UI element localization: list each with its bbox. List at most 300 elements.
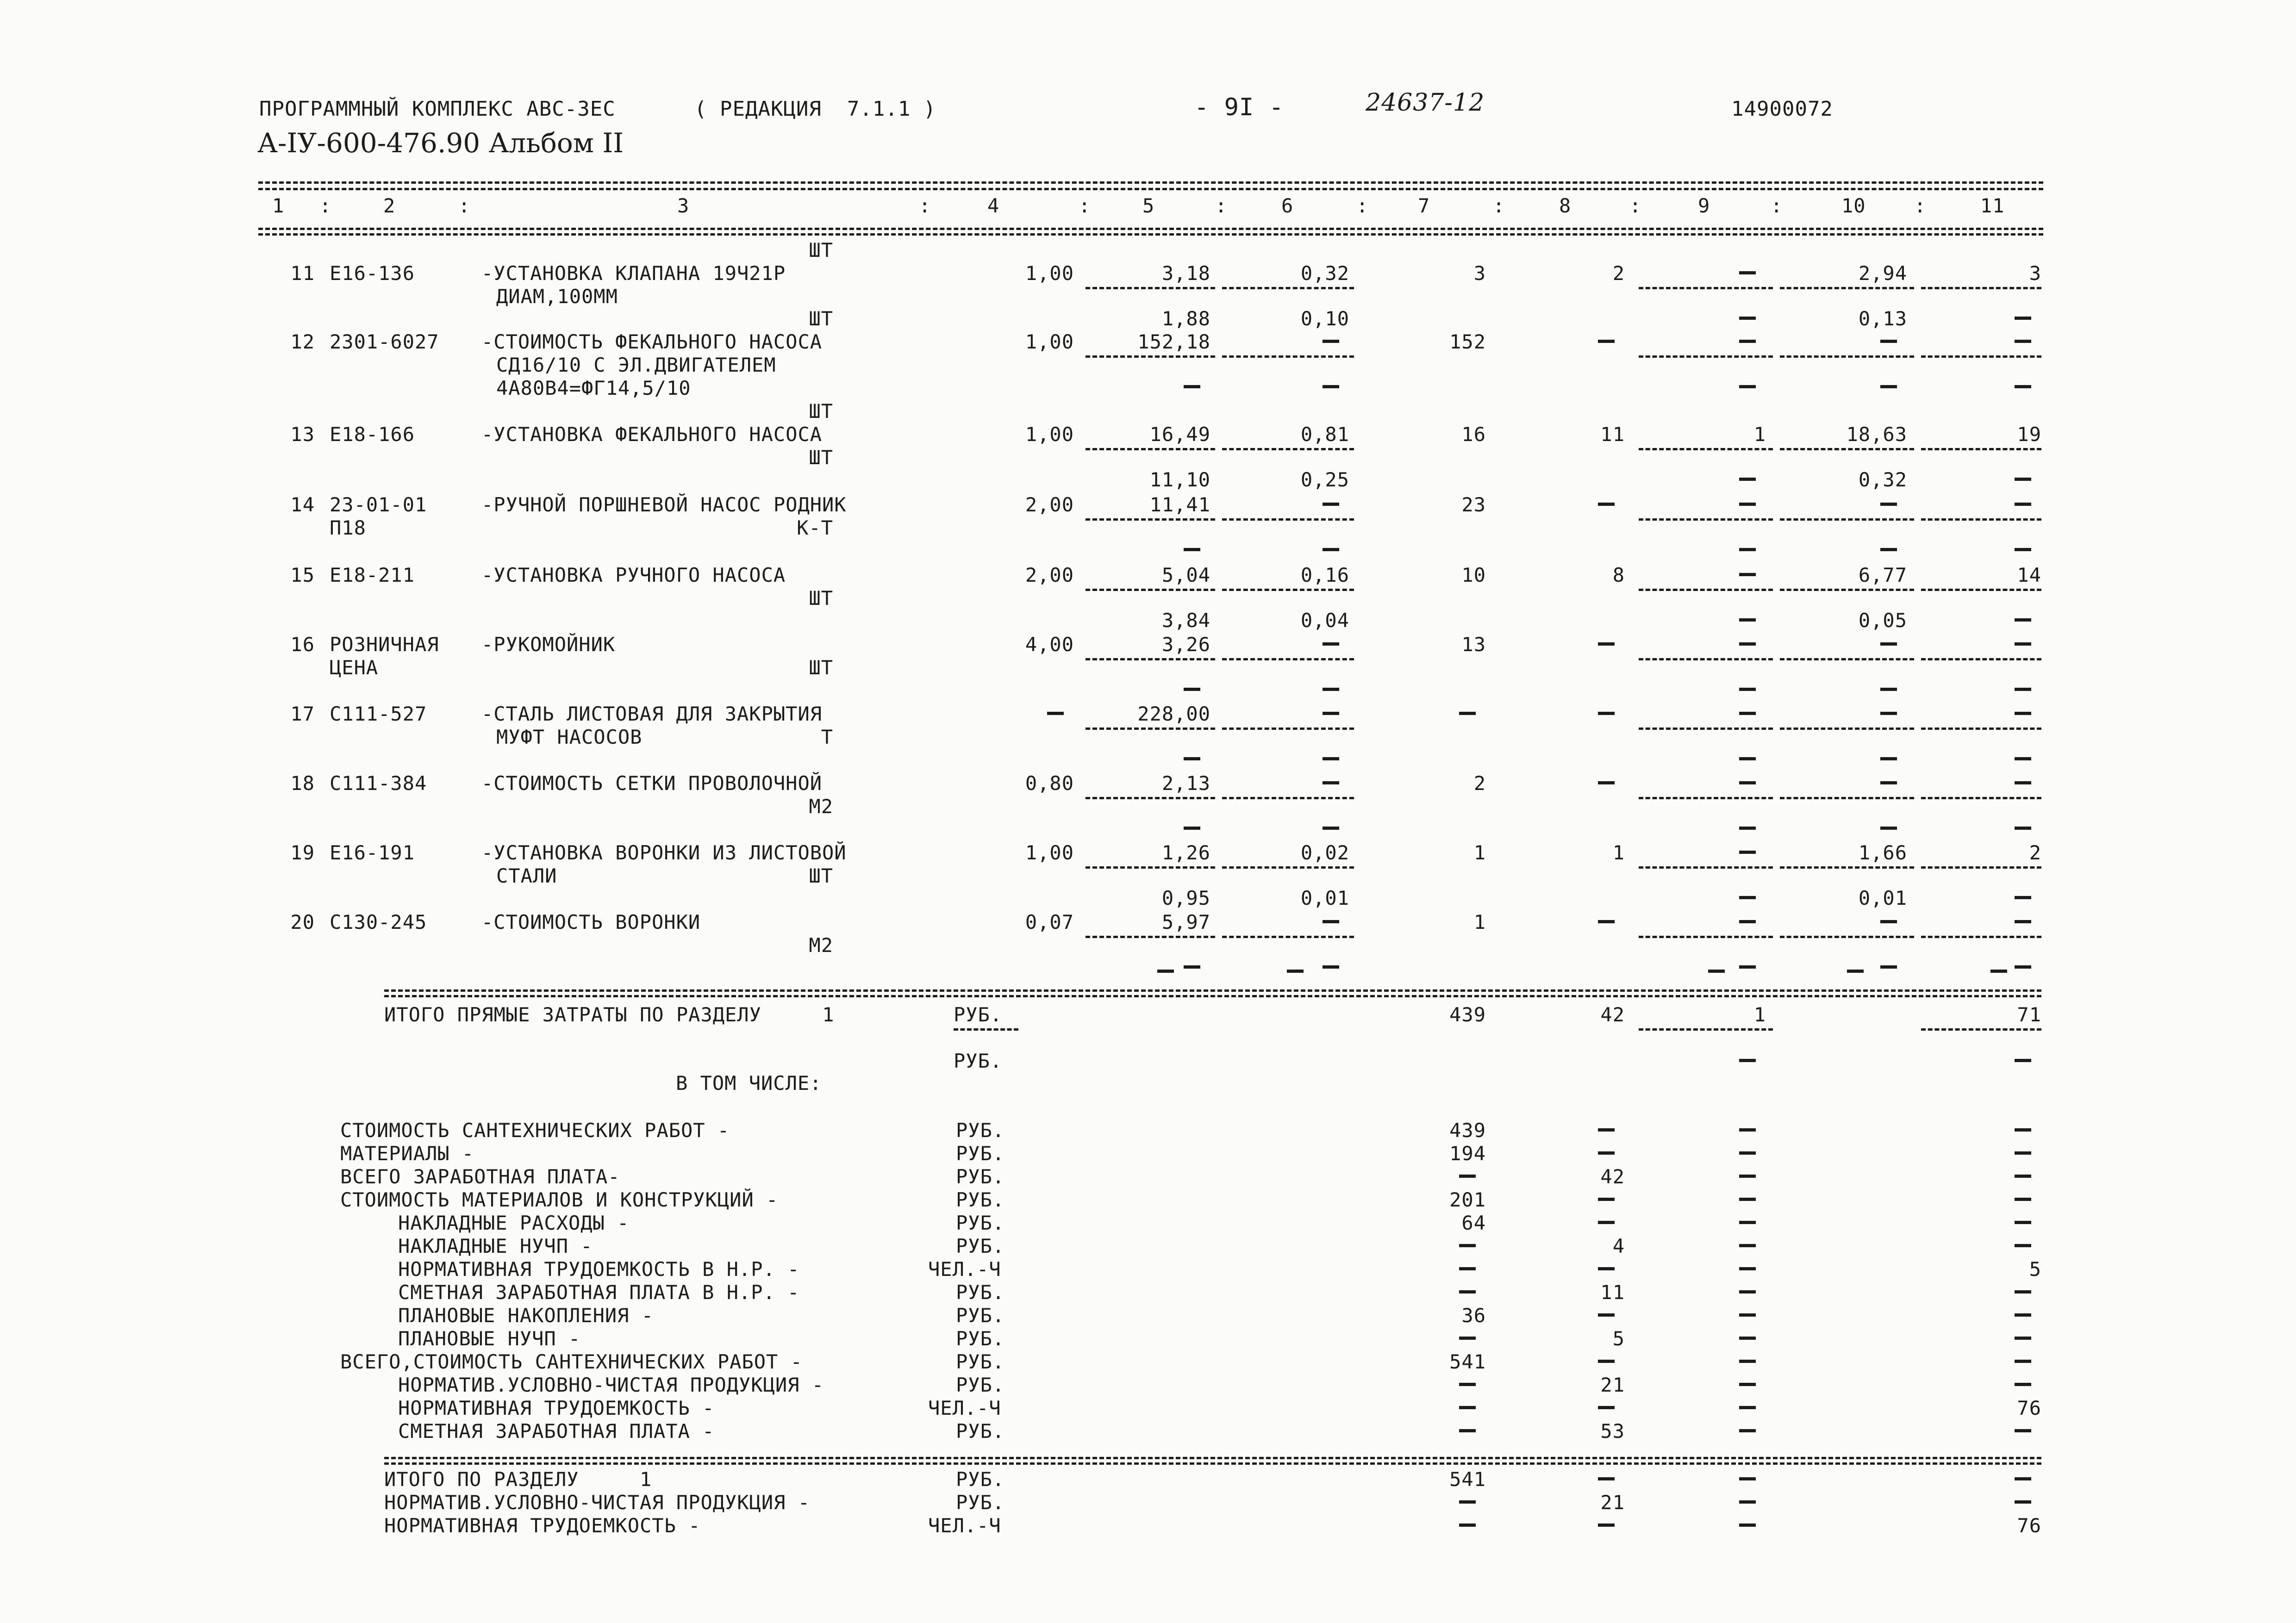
row-qty: 1,00 (1025, 841, 1074, 864)
subrule (1086, 936, 1215, 938)
row-secondary-s9-dash (1739, 385, 1756, 388)
row-code-line2: ЦЕНА (330, 656, 379, 679)
row-qty: 2,00 (1025, 564, 1074, 586)
row-secondary-s6-dash (1323, 385, 1339, 388)
total-direct-c8: 42 (1600, 1003, 1625, 1026)
subrule (1780, 589, 1914, 591)
row-unit: ШТ (809, 307, 833, 330)
row-description: -РУЧНОЙ ПОРШНЕВОЙ НАСОС РОДНИК (481, 493, 847, 516)
row-secondary-s10: 0,32 (1858, 468, 1907, 491)
row-unit: ШТ (809, 446, 833, 469)
row-c10: 2,94 (1858, 262, 1907, 285)
summary-c8: 4 (1612, 1235, 1625, 1257)
section-total-c11-dash (2015, 1477, 2031, 1480)
row-c10-dash (1880, 920, 1897, 923)
summary-c11-dash (2015, 1244, 2031, 1247)
row-secondary-s9-dash (1739, 688, 1756, 691)
row-c8: 8 (1612, 564, 1625, 586)
row-code: Е16-191 (330, 841, 415, 864)
column-separator: : (1629, 194, 1642, 217)
subrule (1780, 518, 1914, 521)
section-total-label: НОРМАТИВ.УСЛОВНО-ЧИСТАЯ ПРОДУКЦИЯ - (384, 1491, 811, 1514)
summary-c11-dash (2015, 1198, 2031, 1201)
summary-unit: РУБ. (956, 1188, 1005, 1211)
subrule (1921, 728, 2041, 730)
row-unit: ШТ (809, 400, 833, 423)
row-number: 12 (290, 330, 315, 353)
summary-c8-dash (1598, 1198, 1615, 1201)
row-unit: К-Т (797, 516, 833, 539)
section-rule-2 (384, 1462, 2041, 1465)
subrule (1639, 448, 1773, 450)
summary-c11-dash (2015, 1128, 2031, 1132)
row-description: -УСТАНОВКА РУЧНОГО НАСОСА (481, 564, 786, 586)
subrule (1086, 866, 1215, 869)
row-description-line3: 4А80В4=ФГ14,5/10 (496, 377, 691, 399)
row-c5: 11,41 (1149, 493, 1210, 516)
album-title: А-IУ-600-476.90 Альбом II (257, 127, 624, 159)
total-direct-s11-dash (2015, 1059, 2031, 1062)
row-description: -УСТАНОВКА ФЕКАЛЬНОГО НАСОСА (481, 423, 823, 446)
summary-c7-dash (1459, 1267, 1476, 1270)
row-c7: 3 (1473, 262, 1486, 285)
subrule (1086, 287, 1215, 289)
row-secondary-s11-dash (2015, 317, 2031, 320)
row-c6: 0,16 (1300, 564, 1349, 586)
row-qty: 1,00 (1025, 262, 1074, 285)
row-c8-dash (1598, 642, 1615, 646)
summary-unit: РУБ. (956, 1350, 1005, 1373)
row-secondary-s11-dash (2015, 548, 2031, 551)
summary-unit: ЧЕЛ.-Ч (928, 1258, 1001, 1281)
row-unit: ШТ (809, 656, 833, 679)
summary-c9-dash (1739, 1406, 1756, 1409)
column-header-10: 10 (1841, 194, 1866, 217)
subrule (1639, 518, 1773, 521)
summary-c8: 42 (1600, 1165, 1625, 1188)
summary-label: ПЛАНОВЫЕ НУЧП - (398, 1327, 581, 1350)
row-c5: 152,18 (1137, 330, 1210, 353)
row-number: 15 (290, 564, 315, 586)
row-description: -УСТАНОВКА КЛАПАНА 19Ч21Р (481, 262, 786, 285)
row-number: 16 (290, 633, 315, 656)
subrule (1780, 658, 1914, 660)
column-header-8: 8 (1559, 194, 1572, 217)
row-c10: 6,77 (1858, 564, 1907, 586)
column-separator: : (458, 194, 471, 217)
section-total-c7-dash (1459, 1524, 1476, 1527)
summary-c9-dash (1739, 1128, 1756, 1132)
row-c5: 1,26 (1161, 841, 1210, 864)
column-header-11: 11 (1980, 194, 2005, 217)
summary-c11-dash (2015, 1221, 2031, 1224)
subrule (1780, 287, 1914, 289)
row-c5: 3,26 (1161, 633, 1210, 656)
row-secondary-s5-dash (1184, 827, 1200, 830)
summary-c9-dash (1739, 1290, 1756, 1293)
row-unit: М2 (809, 934, 833, 957)
subrule (1086, 658, 1215, 660)
subrule (1639, 658, 1773, 660)
row-description-line2: СД16/10 С ЭЛ.ДВИГАТЕЛЕМ (496, 354, 776, 376)
row-code: Е18-211 (330, 564, 415, 586)
row-secondary-s6: 0,10 (1300, 307, 1349, 330)
subrule (1921, 355, 2041, 358)
section-rule (384, 1457, 2041, 1459)
row-c11: 2 (2029, 841, 2041, 864)
summary-unit: РУБ. (956, 1212, 1005, 1234)
summary-c8-dash (1598, 1360, 1615, 1363)
summary-c7: 541 (1449, 1350, 1486, 1373)
row-code: Е16-136 (330, 262, 415, 285)
subrule (1780, 448, 1914, 450)
subrule (1639, 1028, 1773, 1031)
summary-c11-dash (2015, 1290, 2031, 1293)
section-total-unit: РУБ. (956, 1491, 1005, 1514)
column-header-6: 6 (1281, 194, 1294, 217)
summary-c9-dash (1739, 1221, 1756, 1224)
edition: ( РЕДАКЦИЯ 7.1.1 ) (694, 97, 936, 121)
row-c8-dash (1598, 920, 1615, 923)
row-qty: 0,07 (1025, 911, 1074, 933)
summary-label: НАКЛАДНЫЕ НУЧП - (398, 1235, 593, 1257)
subrule (1780, 797, 1914, 799)
summary-c11: 76 (2017, 1397, 2041, 1419)
subrule (1921, 866, 2041, 869)
summary-c8-dash (1598, 1151, 1615, 1155)
row-c10: 18,63 (1846, 423, 1907, 446)
row-c7: 152 (1449, 330, 1486, 353)
row-secondary-s9-dash (1739, 757, 1756, 760)
summary-label: СТОИМОСТЬ МАТЕРИАЛОВ И КОНСТРУКЦИЙ - (340, 1188, 779, 1211)
row-description: -УСТАНОВКА ВОРОНКИ ИЗ ЛИСТОВОЙ (481, 841, 847, 864)
summary-c9-dash (1739, 1360, 1756, 1363)
row-number: 18 (290, 772, 315, 795)
summary-c9-dash (1739, 1175, 1756, 1178)
summary-unit: РУБ. (956, 1374, 1005, 1396)
closing-dash (1847, 970, 1864, 973)
subrule (1780, 936, 1914, 938)
row-qty: 0,80 (1025, 772, 1074, 795)
section-total-label: НОРМАТИВНАЯ ТРУДОЕМКОСТЬ - (384, 1514, 701, 1537)
row-code: 23-01-01 (330, 493, 427, 516)
total-direct-unit: РУБ. (954, 1003, 1003, 1026)
row-secondary-s11-dash (2015, 757, 2031, 760)
header-rule-bottom (258, 228, 2043, 230)
subrule (1780, 728, 1914, 730)
summary-c9-dash (1739, 1313, 1756, 1317)
column-header-3: 3 (677, 194, 690, 217)
row-c8-dash (1598, 340, 1615, 343)
row-description-line2: МУФТ НАСОСОВ (496, 726, 643, 748)
row-number: 11 (290, 262, 315, 285)
row-number: 13 (290, 423, 315, 446)
row-c5: 2,13 (1161, 772, 1210, 795)
section-total-unit: ЧЕЛ.-Ч (928, 1514, 1001, 1537)
row-code: С130-245 (330, 911, 427, 933)
page-number: - 9I - (1194, 93, 1284, 121)
row-unit: ШТ (809, 587, 833, 609)
row-c11-dash (2015, 781, 2031, 784)
section-total-c8: 21 (1600, 1491, 1625, 1514)
subrule (1086, 518, 1215, 521)
section-total-label: ИТОГО ПО РАЗДЕЛУ 1 (384, 1468, 652, 1491)
row-secondary-s5: 3,84 (1161, 609, 1210, 632)
total-direct-s9-dash (1739, 1059, 1756, 1062)
row-secondary-s11-dash (2015, 896, 2031, 899)
row-c6: 0,02 (1300, 841, 1349, 864)
row-secondary-s6: 0,01 (1300, 887, 1349, 909)
section-total-unit: РУБ. (956, 1468, 1005, 1491)
row-c7: 2 (1473, 772, 1486, 795)
column-header-2: 2 (383, 194, 396, 217)
subrule (1780, 355, 1914, 358)
subrule (1921, 287, 2041, 289)
subrule (1222, 518, 1354, 521)
summary-label: СТОИМОСТЬ САНТЕХНИЧЕСКИХ РАБОТ - (340, 1119, 730, 1142)
row-c7: 13 (1461, 633, 1486, 656)
document-code: 14900072 (1731, 97, 1833, 121)
row-secondary-s11-dash (2015, 827, 2031, 830)
closing-dash (1287, 970, 1304, 973)
summary-c9-dash (1739, 1267, 1756, 1270)
section-total-c11: 76 (2017, 1514, 2041, 1537)
subrule (1639, 355, 1773, 358)
summary-label: НОРМАТИВНАЯ ТРУДОЕМКОСТЬ В Н.Р. - (398, 1258, 800, 1281)
summary-c8-dash (1598, 1267, 1615, 1270)
row-secondary-s11-dash (2015, 478, 2031, 481)
summary-unit: РУБ. (956, 1235, 1005, 1257)
closing-dash (1990, 970, 2007, 973)
row-secondary-s6-dash (1323, 548, 1339, 551)
row-secondary-s6: 0,04 (1300, 609, 1349, 632)
summary-label: НОРМАТИВНАЯ ТРУДОЕМКОСТЬ - (398, 1397, 715, 1419)
column-separator: : (919, 194, 931, 217)
row-c10-dash (1880, 642, 1897, 646)
section-total-c8-dash (1598, 1477, 1615, 1480)
column-header-1: 1 (272, 194, 285, 217)
summary-c9-dash (1739, 1383, 1756, 1386)
row-c8: 11 (1600, 423, 1625, 446)
column-header-9: 9 (1698, 194, 1710, 217)
subrule (954, 1028, 1018, 1031)
subrule (1086, 728, 1215, 730)
header-rule-bottom-2 (258, 233, 2043, 236)
row-secondary-s6: 0,25 (1300, 468, 1349, 491)
subrule (1921, 589, 2041, 591)
row-c11: 19 (2017, 423, 2041, 446)
subrule (1921, 448, 2041, 450)
row-secondary-s10: 0,13 (1858, 307, 1907, 330)
total-rule (384, 989, 2041, 992)
row-c9-dash (1739, 642, 1756, 646)
row-c11-dash (2015, 642, 2031, 646)
handwritten-number: 24637-12 (1366, 89, 1485, 117)
column-separator: : (1079, 194, 1091, 217)
row-qty: 1,00 (1025, 330, 1074, 353)
row-c6: 0,81 (1300, 423, 1349, 446)
row-secondary-s5: 11,10 (1149, 468, 1210, 491)
row-c8-dash (1598, 712, 1615, 715)
row-description-line2: СТАЛИ (496, 864, 557, 887)
summary-label: ПЛАНОВЫЕ НАКОПЛЕНИЯ - (398, 1304, 654, 1327)
subrule (1780, 866, 1914, 869)
row-c5: 5,04 (1161, 564, 1210, 586)
row-secondary-s11-dash (2015, 385, 2031, 388)
row-c11: 3 (2029, 262, 2041, 285)
row-c7: 16 (1461, 423, 1486, 446)
row-secondary-s5-dash (1184, 965, 1200, 969)
summary-c7: 201 (1449, 1188, 1486, 1211)
row-secondary-s10-dash (1880, 385, 1897, 388)
header-rule-top (258, 181, 2043, 184)
row-secondary-s5: 1,88 (1161, 307, 1210, 330)
subrule (1639, 936, 1773, 938)
summary-c8-dash (1598, 1128, 1615, 1132)
column-header-4: 4 (987, 194, 1000, 217)
row-c10: 1,66 (1858, 841, 1907, 864)
summary-c8: 11 (1600, 1281, 1625, 1304)
summary-c7: 64 (1461, 1212, 1486, 1234)
row-secondary-s6-dash (1323, 965, 1339, 969)
row-c5: 3,18 (1161, 262, 1210, 285)
summary-c9-dash (1739, 1198, 1756, 1201)
summary-c11-dash (2015, 1360, 2031, 1363)
including-label: В ТОМ ЧИСЛЕ: (676, 1072, 822, 1094)
summary-label: ВСЕГО,СТОИМОСТЬ САНТЕХНИЧЕСКИХ РАБОТ - (340, 1350, 803, 1373)
section-total-c9-dash (1739, 1477, 1756, 1480)
subrule (1086, 355, 1215, 358)
summary-label: ВСЕГО ЗАРАБОТНАЯ ПЛАТА- (340, 1165, 620, 1188)
row-unit: М2 (809, 795, 833, 818)
summary-c11: 5 (2029, 1258, 2041, 1281)
row-secondary-s10-dash (1880, 688, 1897, 691)
row-secondary-s10: 0,05 (1858, 609, 1907, 632)
subrule (1222, 448, 1354, 450)
row-secondary-s9-dash (1739, 548, 1756, 551)
row-c7: 10 (1461, 564, 1486, 586)
row-description-line2: ДИАМ,100ММ (496, 285, 618, 308)
column-separator: : (1914, 194, 1927, 217)
row-c6-dash (1323, 712, 1339, 715)
subrule (1222, 355, 1354, 358)
column-header-7: 7 (1418, 194, 1430, 217)
row-secondary-s5-dash (1184, 688, 1200, 691)
row-c5: 228,00 (1137, 703, 1210, 725)
row-unit: Т (821, 726, 833, 748)
subrule (1921, 936, 2041, 938)
row-c7: 1 (1473, 841, 1486, 864)
summary-c9-dash (1739, 1244, 1756, 1247)
section-total-c9-dash (1739, 1500, 1756, 1504)
row-secondary-s5-dash (1184, 385, 1200, 388)
column-header-5: 5 (1142, 194, 1155, 217)
row-c10-dash (1880, 712, 1897, 715)
subrule (1086, 797, 1215, 799)
row-description: -СТОИМОСТЬ СЕТКИ ПРОВОЛОЧНОЙ (481, 772, 823, 795)
row-c11-dash (2015, 920, 2031, 923)
summary-unit: РУБ. (956, 1327, 1005, 1350)
total-rule-2 (384, 995, 2041, 997)
column-separator: : (1215, 194, 1228, 217)
summary-c7: 36 (1461, 1304, 1486, 1327)
row-qty: 1,00 (1025, 423, 1074, 446)
column-separator: : (1356, 194, 1369, 217)
summary-c11-dash (2015, 1151, 2031, 1155)
closing-dash (1157, 970, 1174, 973)
row-secondary-s10-dash (1880, 757, 1897, 760)
row-c9: 1 (1753, 423, 1766, 446)
row-c11-dash (2015, 503, 2031, 506)
subrule (1222, 866, 1354, 869)
row-c8: 2 (1612, 262, 1625, 285)
summary-c8-dash (1598, 1313, 1615, 1317)
summary-c8-dash (1598, 1406, 1615, 1409)
row-c7: 1 (1473, 911, 1486, 933)
software-name: ПРОГРАММНЫЙ КОМПЛЕКС АВС-3ЕС (259, 97, 616, 121)
summary-c8: 21 (1600, 1374, 1625, 1396)
subrule (1222, 936, 1354, 938)
row-c8: 1 (1612, 841, 1625, 864)
row-secondary-s6-dash (1323, 688, 1339, 691)
column-separator: : (319, 194, 332, 217)
summary-c11-dash (2015, 1383, 2031, 1386)
row-code-line2: П18 (330, 516, 366, 539)
row-c11: 14 (2017, 564, 2041, 586)
row-c8-dash (1598, 503, 1615, 506)
row-c9-dash (1739, 340, 1756, 343)
subrule (1639, 589, 1773, 591)
row-secondary-s5-dash (1184, 757, 1200, 760)
summary-c11-dash (2015, 1313, 2031, 1317)
row-secondary-s5-dash (1184, 548, 1200, 551)
total-direct-label: ИТОГО ПРЯМЫЕ ЗАТРАТЫ ПО РАЗДЕЛУ 1 (384, 1003, 835, 1026)
summary-unit: РУБ. (956, 1281, 1005, 1304)
subrule (1639, 866, 1773, 869)
summary-c11-dash (2015, 1429, 2031, 1432)
row-secondary-s11-dash (2015, 965, 2031, 969)
total-direct-c11: 71 (2017, 1003, 2041, 1026)
row-c6: 0,32 (1300, 262, 1349, 285)
subrule (1222, 287, 1354, 289)
row-secondary-s5: 0,95 (1161, 887, 1210, 909)
total-direct-unit2: РУБ. (954, 1050, 1003, 1072)
row-description: -СТОИМОСТЬ ФЕКАЛЬНОГО НАСОСА (481, 330, 823, 353)
row-secondary-s10-dash (1880, 548, 1897, 551)
row-c10-dash (1880, 781, 1897, 784)
row-c9-dash (1739, 503, 1756, 506)
summary-unit: РУБ. (956, 1165, 1005, 1188)
header-rule-top-2 (258, 188, 2043, 190)
row-secondary-s9-dash (1739, 827, 1756, 830)
row-secondary-s11-dash (2015, 688, 2031, 691)
summary-c7: 194 (1449, 1142, 1486, 1165)
summary-c9-dash (1739, 1337, 1756, 1340)
summary-c9-dash (1739, 1151, 1756, 1155)
section-total-c8-dash (1598, 1524, 1615, 1527)
row-c5: 5,97 (1161, 911, 1210, 933)
total-direct-c9: 1 (1753, 1003, 1766, 1026)
row-code: РОЗНИЧНАЯ (330, 633, 439, 656)
row-number: 17 (290, 703, 315, 725)
row-secondary-s9-dash (1739, 965, 1756, 969)
column-separator: : (1493, 194, 1505, 217)
summary-c8: 53 (1600, 1420, 1625, 1443)
subrule (1086, 589, 1215, 591)
row-secondary-s10-dash (1880, 965, 1897, 969)
subrule (1222, 658, 1354, 660)
row-c5: 16,49 (1149, 423, 1210, 446)
